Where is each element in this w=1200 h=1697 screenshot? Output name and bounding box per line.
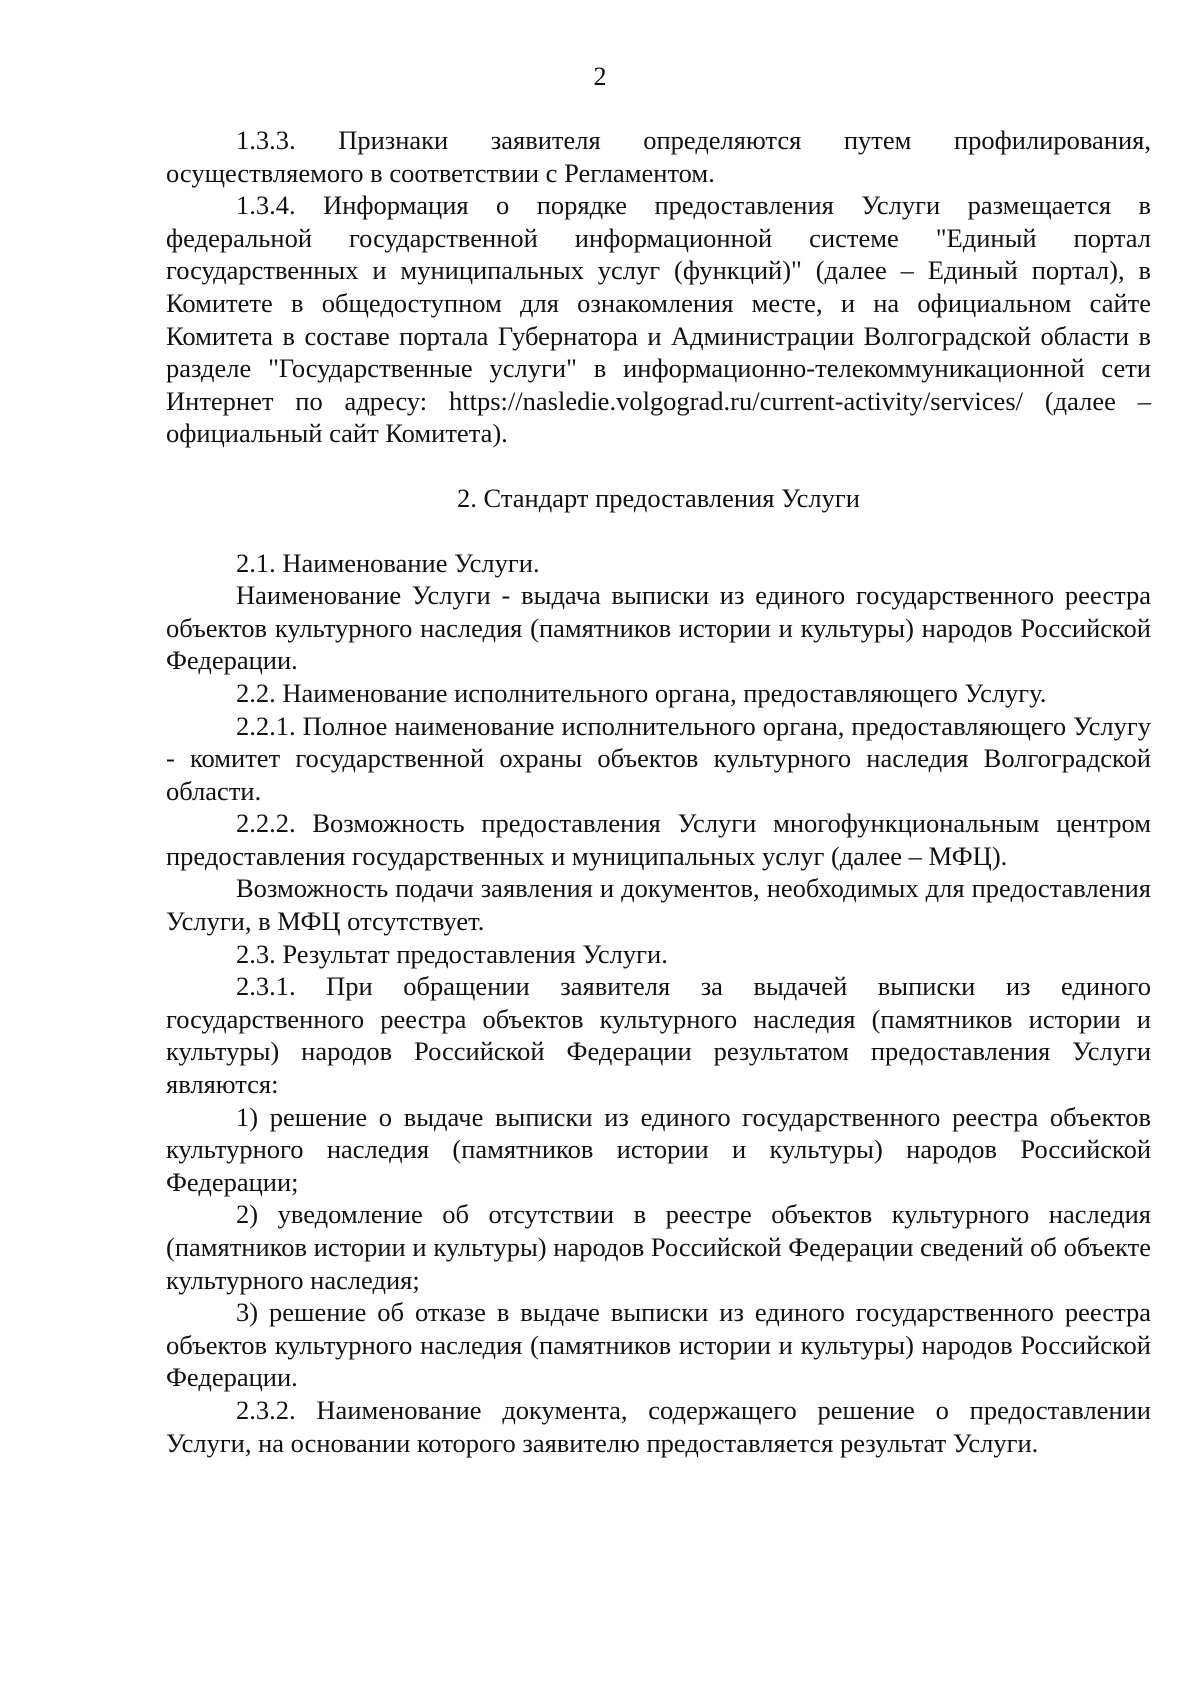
paragraph-2-3-1: 2.3.1. При обращении заявителя за выдачей выписки из единого государственного реестра объектов культурного наследия (памятников истории и культуры) народов Российской Федерации результатом предоставления Услуги являются: xyxy=(166,971,1151,1100)
paragraph-2-1-text: Наименование Услуги - выдача выписки из единого государственного реестра объектов культурного наследия (памятников истории и культуры) народов Российской Федерации. xyxy=(166,580,1151,676)
paragraph-2-2-2: 2.2.2. Возможность предоставления Услуги многофункциональным центром предоставления государственных и муниципальных услуг (далее – МФЦ). xyxy=(166,808,1151,871)
document-body xyxy=(166,124,1151,1459)
paragraph-2-1: 2.1. Наименование Услуги. xyxy=(236,547,540,578)
paragraph-1-3-4 xyxy=(166,189,1151,450)
list-item-1: 1) решение о выдаче выписки из единого государственного реестра объектов культурного наследия (памятников истории и культуры) народов Российской Федерации; xyxy=(166,1101,1151,1197)
official-site-url: https://nasledie.volgograd.ru/current-activity/services/ xyxy=(449,385,1023,416)
list-item-3: 3) решение об отказе в выдаче выписки из единого государственного реестра объектов культурного наследия (памятников истории и культуры) народов Российской Федерации. xyxy=(166,1297,1151,1393)
page-number: 2 xyxy=(593,62,607,91)
paragraph-2-3: 2.3. Результат предоставления Услуги. xyxy=(236,938,668,969)
paragraph-2-2: 2.2. Наименование исполнительного органа, предоставляющего Услугу. xyxy=(236,677,1047,708)
paragraph-1-3-4-tail: (далее – официальный сайт Комитета). xyxy=(166,385,1151,449)
section-heading-2: 2. Стандарт предоставления Услуги xyxy=(457,482,860,513)
paragraph-1-3-3: 1.3.3. Признаки заявителя определяются путем профилирования, осуществляемого в соответствии с Регламентом. xyxy=(166,125,1151,188)
paragraph-2-2-2-text: Возможность подачи заявления и документов, необходимых для предоставления Услуги, в МФЦ отсутствует. xyxy=(166,873,1151,937)
paragraph-2-2-1: 2.2.1. Полное наименование исполнительного органа, предоставляющего Услугу - комитет государственной охраны объектов культурного наследия Волгоградской области. xyxy=(166,710,1151,806)
list-item-2: 2) уведомление об отсутствии в реестре объектов культурного наследия (памятников истории и культуры) народов Российской Федерации сведений об объекте культурного наследия; xyxy=(166,1199,1151,1295)
paragraph-1-3-4-text: 1.3.4. Информация о порядке предоставления Услуги размещается в федеральной государственной информационной системе "Единый портал государственных и муниципальных услуг (функций)" (далее – Единый портал), в Комитете в общедоступном для ознакомления месте, и на официальном сайте Комитета в составе портала Губернатора и Администрации Волгоградской области в разделе "Государственные услуги" в информационно-телекоммуникационной сети Интернет по адресу: xyxy=(166,190,1151,416)
paragraph-2-3-2: 2.3.2. Наименование документа, содержащего решение о предоставлении Услуги, на основании которого заявителю предоставляется результат Услуги. xyxy=(166,1394,1151,1458)
